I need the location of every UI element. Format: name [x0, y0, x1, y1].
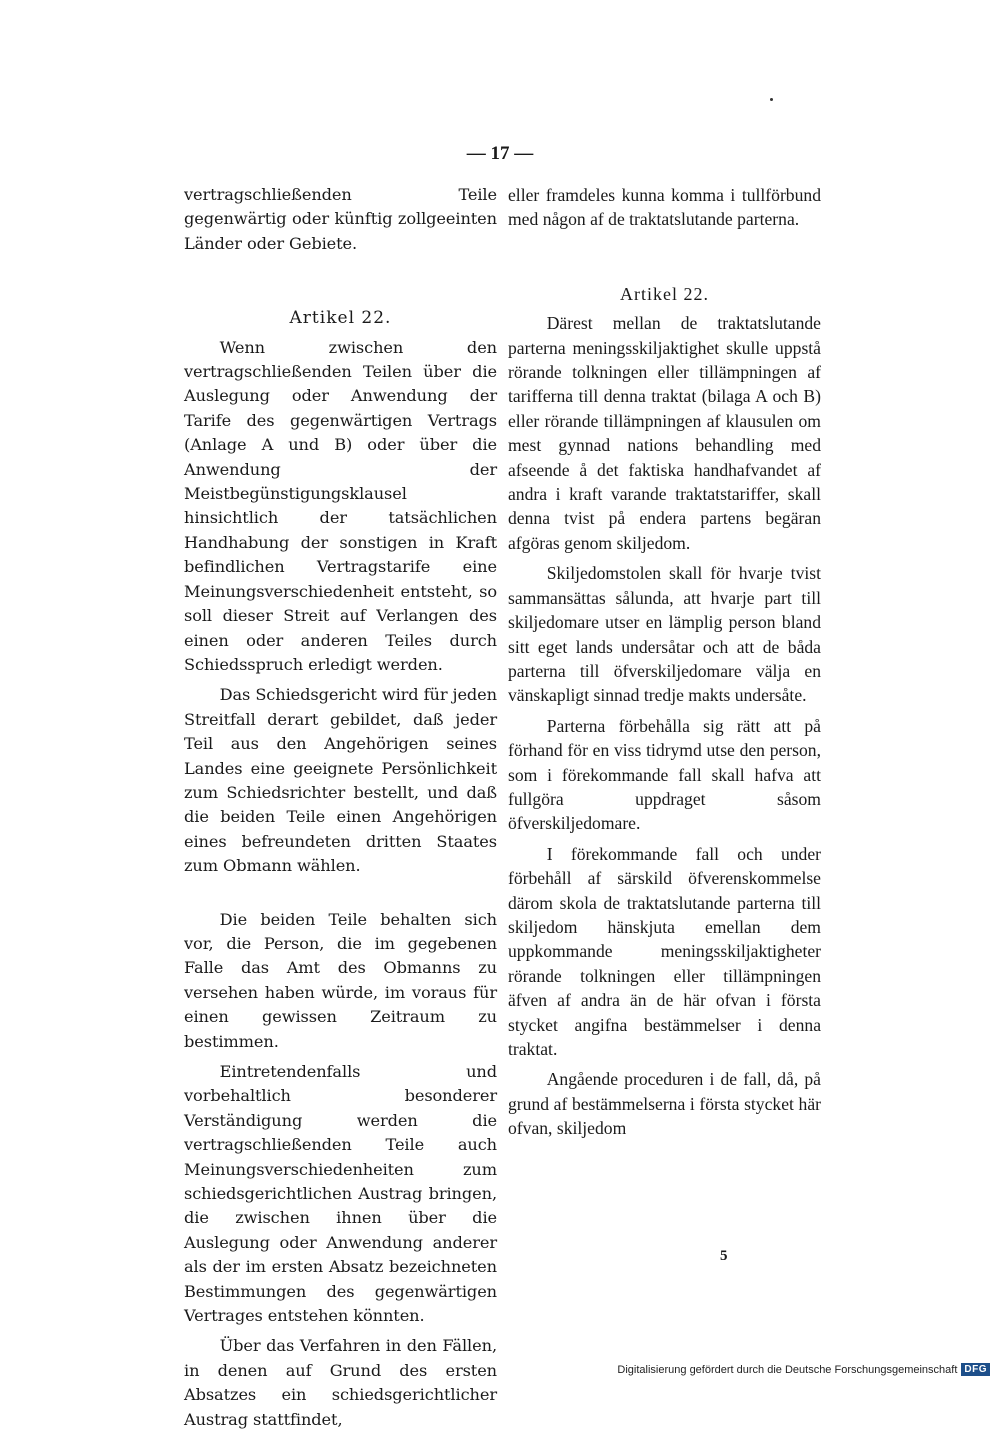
sheet-signature-mark: 5	[720, 1248, 728, 1264]
swedish-intro: eller framdeles kunna komma i tullförbund med någon af de traktatslutande parterna.	[508, 185, 821, 230]
german-paragraph: Die beiden Teile behalten sich vor, die Person, die im gegebenen Falle das Amt des Obmanns zu versehen haben würde, im voraus für einen gewissen Zeitraum zu bestimmen.	[184, 909, 497, 1051]
page-number: — 17 —	[466, 143, 534, 164]
swedish-paragraph: I förekommande fall och under förbehåll af särskild öfverenskommelse därom skola de traktatslutande parterna till skiljedom hänskjuta emellan dem uppkommande meningsskiljaktigheter rörande tolkningen eller tillämpningen äfven af andra än de här ofvan i första stycket angifna bestämmelser i denna traktat.	[508, 843, 821, 1059]
german-article-heading: Artikel 22.	[289, 308, 392, 329]
swedish-paragraph: Skiljedomstolen skall för hvarje tvist sammansättas sålunda, att hvarje part till skiljedomare utser en lämplig person bland sitt eget lands undersåtar och att de båda parterna till öfverskiljedomare välja en vänskapligt sinnad tredje makts undersåte.	[508, 563, 821, 706]
german-paragraph: Das Schiedsgericht wird für jeden Streitfall derart gebildet, daß jeder Teil aus den Angehörigen seines Landes eine geeignete Persönlichkeit zum Schiedsrichter bestellt, und daß die beiden Teile einen Angehörigen eines befreundeten dritten Staates zum Obmann wählen.	[184, 685, 497, 876]
footer-text: Digitalisierung gefördert durch die Deutsche Forschungsgemeinschaft	[617, 1363, 958, 1376]
digitization-footer	[617, 1363, 990, 1376]
german-intro: vertragschließenden Teile gegenwärtig oder künftig zollgeeinten Länder oder Gebiete.	[184, 185, 497, 253]
swedish-article-heading: Artikel 22.	[620, 283, 709, 304]
print-speck	[770, 98, 773, 101]
swedish-paragraph: Parterna förbehålla sig rätt att på förhand för en viss tidrymd utse den person, som i förekommande fall skall hafva att fullgöra uppdraget såsom öfverskiljedomare.	[508, 715, 821, 834]
dfg-logo-icon: DFG	[961, 1363, 990, 1376]
german-paragraph: Eintretendenfalls und vorbehaltlich besonderer Verständigung werden die vertragschließenden Teile auch Meinungsverschiedenheiten zum schiedsgerichtlichen Austrag bringen, die zwischen ihnen über die Auslegung oder Anwendung anderer als der im ersten Absatz bezeichneten Bestimmungen des gegenwärtigen Vertrages entstehen könnten.	[184, 1062, 497, 1326]
swedish-column	[508, 183, 821, 1141]
german-column	[184, 183, 497, 1432]
swedish-paragraph: Därest mellan de traktatslutande parterna meningsskiljaktighet skulle uppstå rörande tolkningen eller tillämpningen af tarifferna till denna traktat (bilaga A och B) eller rörande tillämpningen af klausulen om mest gynnad nations behandling med afseende å det faktiska handhafvandet af andra i kraft varande traktatstariffer, skall denna tvist på endera partens begäran afgöras genom skiljedom.	[508, 313, 821, 553]
german-paragraph: Über das Verfahren in den Fällen, in denen auf Grund des ersten Absatzes ein schiedsgerichtlicher Austrag stattfindet,	[184, 1336, 497, 1429]
swedish-paragraph: Angående proceduren i de fall, då, på grund af bestämmelserna i första stycket här ofvan, skiljedom	[508, 1069, 821, 1139]
german-paragraph: Wenn zwischen den vertragschließenden Teilen über die Auslegung oder Anwendung der Tarife des gegenwärtigen Vertrags (Anlage A und B) oder über die Anwendung der Meistbegünstigungsklausel hinsichtlich der tatsächlichen Handhabung der sonstigen in Kraft befindlichen Vertragstarife eine Meinungsverschiedenheit entsteht, so soll dieser Streit auf Verlangen des einen oder anderen Teiles durch Schiedsspruch erledigt werden.	[184, 337, 497, 674]
